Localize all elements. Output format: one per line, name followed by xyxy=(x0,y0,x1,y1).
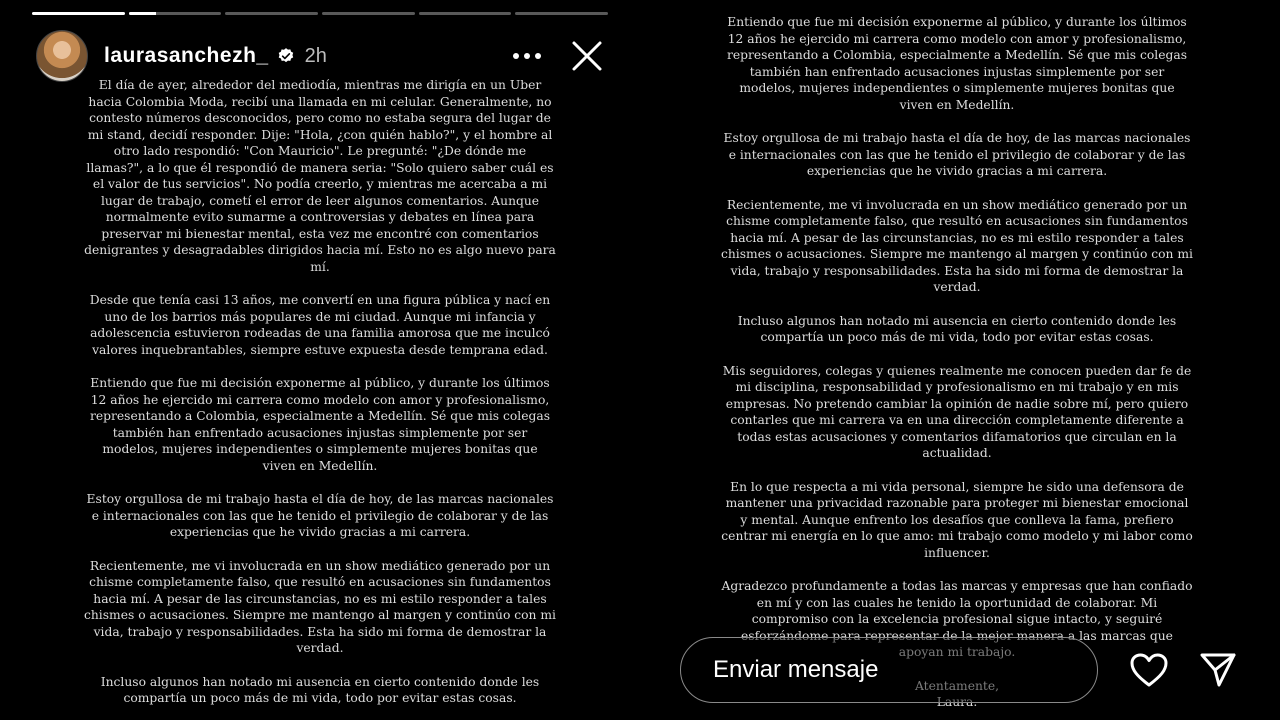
send-icon xyxy=(1199,651,1237,689)
paragraph: En lo que respecta a mi vida personal, siempre he sido una defensora de mantener una privacidad razonable para proteger mi bienestar emocional y mental. Aunque enfrento los desafíos que conlleva la fama, prefiero centrar mi energía en lo que amo: mi trabajo como modelo y mi labor como influencer. xyxy=(721,479,1193,560)
paragraph: Mis seguidores, colegas y quienes realmente me conocen pueden dar fe de mi disciplina, responsabilidad y profesionalismo en mi trabajo y en mis empresas. No pretendo cambiar la opinión de nadie sobre mí, pero quiero contarles que mi carrera va en una dirección completamente diferente a todas estas acusaciones y comentarios difamatorios que circulan en la actualidad. xyxy=(722,363,1192,460)
post-time: 2h xyxy=(304,44,327,67)
story-text xyxy=(721,14,1193,720)
progress-fill xyxy=(129,12,157,15)
signature-closing: Atentamente, xyxy=(914,678,1000,693)
avatar[interactable] xyxy=(36,30,88,82)
progress-segment xyxy=(322,12,415,15)
paragraph: El día de ayer, alrededor del mediodía, mientras me dirigía en un Uber hacia Colombia Moda, recibí una llamada en mi celular. Generalmente, no contesto números desconocidos, pero como no estaba segura del lugar de mi stand, decidí responder. Dije: "Hola, ¿con quién hablo?", y el hombre al otro lado respondió: "Con Mauricio". Le pregunté: "¿De dónde me llamas?", a lo que él respondió de manera seria: "Solo quiero saber cuál es el valor de tus servicios". No podía creerlo, y mientras me acercaba a mi lugar de trabajo, cometí el error de leer algunos comentarios. Aunque normalmente evito sumarme a controversias y debates en línea para preservar mi bienestar mental, esta vez me encontré con comentarios denigrantes y desagradables dirigidos hacia mí. Esto no es algo nuevo para mí. xyxy=(84,78,556,274)
story-progress-bar xyxy=(32,12,608,15)
more-options-button[interactable] xyxy=(504,33,550,79)
heart-icon xyxy=(1129,652,1169,688)
progress-segment xyxy=(225,12,318,15)
share-button[interactable] xyxy=(1196,648,1240,692)
message-placeholder: Enviar mensaje xyxy=(713,656,879,683)
like-button[interactable] xyxy=(1127,648,1171,692)
close-button[interactable] xyxy=(564,33,610,79)
progress-segment xyxy=(32,12,125,15)
paragraph: Estoy orgullosa de mi trabajo hasta el día de hoy, de las marcas nacionales e internacionales con las que he tenido el privilegio de colaborar y de las experiencias que he vivido gracias a mi carrera. xyxy=(86,492,554,539)
message-input[interactable] xyxy=(680,637,1098,703)
paragraph: Desde que tenía casi 13 años, me convertí en una figura pública y nací en uno de los barrios más populares de mi ciudad. Aunque mi infancia y adolescencia estuvieron rodeadas de una familia amorosa que me inculcó valores inquebrantables, siempre estuve expuesta desde temprana edad. xyxy=(89,293,551,357)
paragraph: Agradezco profundamente a todas las marcas y empresas que han confiado en mí y con las cuales he tenido la oportunidad de colaborar. Mi compromiso con la excelencia profesional sigue intacto, y seguiré esforzándome para representar de la mejor manera a las marcas que apoyan mi trabajo. xyxy=(721,579,1193,659)
progress-fill xyxy=(32,12,125,15)
verified-badge-icon xyxy=(277,47,295,65)
paragraph: Entiendo que fue mi decisión exponerme al público, y durante los últimos 12 años he ejercido mi carrera como modelo con amor y profesionalismo, representando a Colombia, especialmente a Medellín. Sé que mis colegas también han enfrentado acusaciones injustas simplemente por ser modelos, mujeres independientes o simplemente mujeres bonitas que viven en Medellín. xyxy=(726,15,1188,112)
signature-name: Laura. xyxy=(936,695,978,709)
paragraph: Incluso algunos han notado mi ausencia en cierto contenido donde les compartía un poco más de mi vida, todo por evitar estas cosas. xyxy=(100,674,540,705)
username[interactable]: laurasanchezh_ xyxy=(104,44,269,67)
paragraph: Recientemente, me vi involucrada en un show mediático generado por un chisme completamente falso, que resultó en acusaciones sin fundamentos hacia mí. A pesar de las circunstancias, no es mi estilo responder a tales chismes o acusaciones. Siempre me mantengo al margen y continúo con mi vida, trabajo y responsabilidades. Esta ha sido mi forma de demostrar la verdad. xyxy=(84,558,556,655)
story-header xyxy=(36,28,610,84)
story-text xyxy=(84,77,556,720)
paragraph: Estoy orgullosa de mi trabajo hasta el día de hoy, de las marcas nacionales e internacionales con las que he tenido el privilegio de colaborar y de las experiencias que he vivido gracias a mi carrera. xyxy=(723,131,1191,178)
progress-segment xyxy=(129,12,222,15)
progress-segment xyxy=(419,12,512,15)
story-panel-right[interactable] xyxy=(665,0,1260,720)
close-icon xyxy=(571,40,603,72)
paragraph: Entiendo que fue mi decisión exponerme al público, y durante los últimos 12 años he ejercido mi carrera como modelo con amor y profesionalismo, representando a Colombia, especialmente a Medellín. Sé que mis colegas también han enfrentado acusaciones injustas simplemente por ser modelos, mujeres independientes o simplemente mujeres bonitas que viven en Medellín. xyxy=(89,376,551,473)
paragraph: Recientemente, me vi involucrada en un show mediático generado por un chisme completamente falso, que resultó en acusaciones sin fundamentos hacia mí. A pesar de las circunstancias, no es mi estilo responder a tales chismes o acusaciones. Siempre me mantengo al margen y continúo con mi vida, trabajo y responsabilidades. Esta ha sido mi forma de demostrar la verdad. xyxy=(721,197,1193,294)
story-panel-left[interactable] xyxy=(20,0,620,720)
more-icon xyxy=(512,52,542,60)
paragraph: Incluso algunos han notado mi ausencia en cierto contenido donde les compartía un poco más de mi vida, todo por evitar estas cosas. xyxy=(737,313,1177,344)
progress-segment xyxy=(515,12,608,15)
